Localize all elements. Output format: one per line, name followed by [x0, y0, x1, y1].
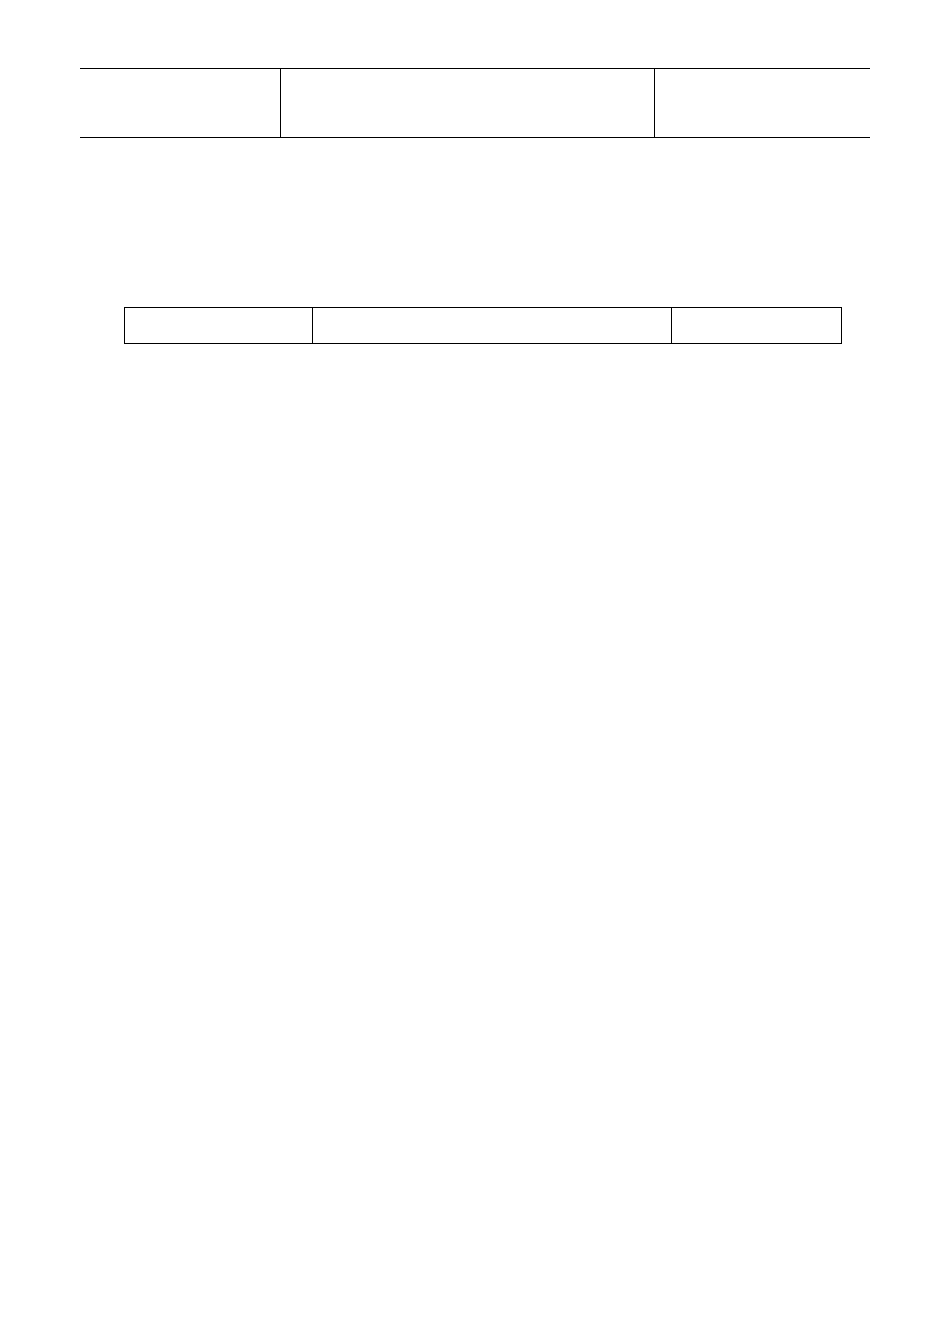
doc-header-table — [124, 307, 842, 344]
header-motto — [282, 69, 655, 137]
doc-code — [672, 308, 841, 343]
brand-name — [125, 308, 313, 343]
doc-title — [313, 308, 672, 343]
header-page-info — [655, 69, 870, 137]
page-header — [80, 68, 870, 138]
header-meta — [80, 69, 281, 137]
